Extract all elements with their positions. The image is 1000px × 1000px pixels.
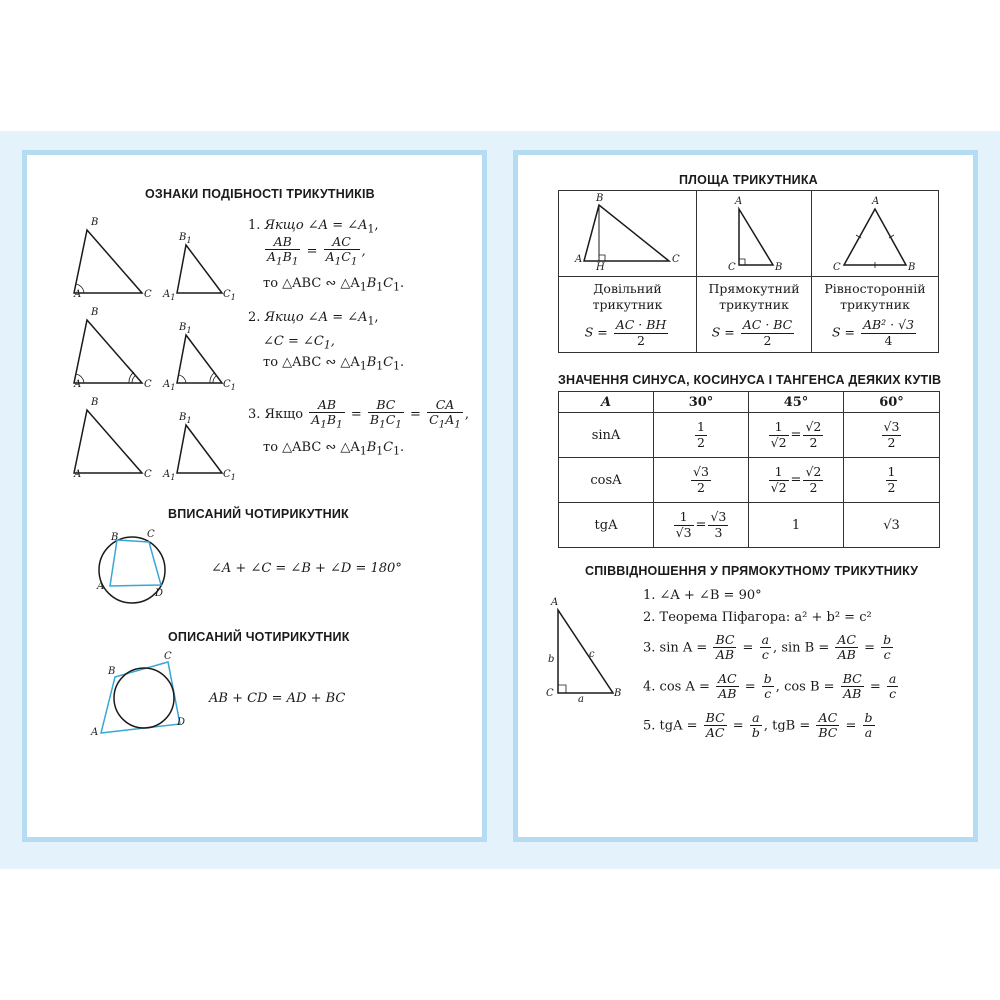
label-a: A (735, 196, 743, 207)
label-c: C (728, 262, 736, 273)
label-c: C (144, 469, 152, 480)
area-table (558, 190, 939, 353)
label-c: C (144, 289, 152, 300)
inscribed-title: ВПИСАНИЙ ЧОТИРИКУТНИК (168, 507, 349, 521)
rule-1-ratios: $\frac{AB}{A_1B_1}$ = $\frac{AC}{A_1C_1}$ , (267, 234, 366, 268)
trig-fn: tgA (594, 517, 618, 533)
rule-1-conclusion: то △ABC ∾ $\triangle A_1B_1C_1$. (263, 276, 405, 294)
relation-4: 4. cos A = $\frac{AC}{AB}$ = $\frac{b}{c}$ , cos B = $\frac{BC}{AB}$ = $\frac{a}{c}$ (643, 671, 897, 702)
label-c1: $C_1$ (223, 469, 236, 482)
trig-header: 60° (844, 392, 940, 413)
label-side-b: b (548, 654, 555, 665)
label-a: A (74, 379, 82, 390)
relation-2: 2. Теорема Піфагора: a² + b² = c² (643, 610, 872, 625)
label-c1: $C_1$ (223, 379, 236, 392)
area-figure-arbitrary (559, 191, 697, 277)
label-c: C (546, 688, 554, 699)
trig-fn: sinA (591, 427, 621, 443)
area-name: Прямокутний трикутник (708, 281, 800, 312)
inscribed-formula: ∠A + ∠C = ∠B + ∠D = 180° (211, 561, 402, 576)
label-a: A (575, 254, 583, 265)
label-b: B (614, 688, 622, 699)
label-b: B (775, 262, 783, 273)
label-c: C (672, 254, 680, 265)
rule-2-condition-c: ∠C = $\angle C_1$, (263, 334, 335, 352)
relation-5: 5. tgA = $\frac{BC}{AC}$ = $\frac{a}{b}$ , tgB = $\frac{AC}{BC}$ = $\frac{b}{a}$ (643, 710, 873, 741)
right-triangle-title: СПІВВІДНОШЕННЯ У ПРЯМОКУТНОМУ ТРИКУТНИКУ (585, 564, 919, 578)
label-b: B (908, 262, 916, 273)
label-c: C (833, 262, 841, 273)
circumscribed-formula: AB + CD = AD + BC (209, 691, 346, 706)
label-d: D (177, 717, 186, 728)
area-cell-right: Прямокутний трикутник S = $\frac{AC \cdot BC}{2}$ (697, 277, 812, 353)
trig-title: ЗНАЧЕННЯ СИНУСА, КОСИНУСА І ТАНГЕНСА ДЕЯКИХ КУТІВ (558, 373, 942, 387)
area-figure-right (697, 191, 812, 277)
similarity-title: ОЗНАКИ ПОДІБНОСТІ ТРИКУТНИКІВ (145, 187, 375, 201)
trig-header: 45° (749, 392, 844, 413)
relation-3: 3. sin A = $\frac{BC}{AB}$ = $\frac{a}{c}$ , sin B = $\frac{AC}{AB}$ = $\frac{b}{c}$ (643, 632, 892, 663)
rule-2-condition: 2. Якщо ∠A = $\angle A_1$, (248, 310, 379, 328)
rule-1-condition: 1. Якщо ∠A = $\angle A_1$, (248, 218, 379, 236)
label-b1: $B_1$ (179, 322, 192, 335)
table-row: cosA $\frac{√3}{2}$ $\frac{1}{√2}$ = $\frac{√2}{2}$ $\frac{1}{2}$ (559, 458, 940, 503)
label-a: A (74, 469, 82, 480)
label-side-c: c (589, 649, 595, 660)
label-a: A (551, 597, 559, 608)
right-page (513, 150, 978, 842)
label-a1: $A_1$ (163, 469, 176, 482)
table-row: tgA $\frac{1}{√3}$ = $\frac{√3}{3}$ 1 √3 (559, 503, 940, 548)
trig-header: 30° (654, 392, 749, 413)
label-b: B (596, 193, 604, 204)
left-page (22, 150, 487, 842)
label-a: A (91, 727, 99, 738)
label-h: H (596, 262, 605, 273)
label-a: A (74, 289, 82, 300)
relation-1: 1. ∠A + ∠B = 90° (643, 588, 762, 603)
label-a: A (872, 196, 880, 207)
label-a: A (97, 581, 105, 592)
label-d: D (155, 588, 164, 599)
rule-3-conclusion: то △ABC ∾ $\triangle A_1B_1C_1$. (263, 440, 405, 458)
label-a1: $A_1$ (163, 289, 176, 302)
label-c: C (144, 379, 152, 390)
area-title: ПЛОЩА ТРИКУТНИКА (679, 173, 818, 187)
label-b1: $B_1$ (179, 412, 192, 425)
label-side-a: a (578, 694, 584, 705)
label-a1: $A_1$ (163, 379, 176, 392)
trig-header: A (559, 392, 654, 413)
label-c: C (147, 529, 155, 540)
label-b: B (91, 397, 99, 408)
rule-2-conclusion: то △ABC ∾ $\triangle A_1B_1C_1$. (263, 355, 405, 373)
label-b1: $B_1$ (179, 232, 192, 245)
area-figure-equilateral (812, 191, 939, 277)
area-cell-equilateral: Рівносторонній трикутник S = $\frac{\text{AB² · √3}}{4}$ (812, 277, 939, 353)
area-cell-arbitrary: Довільний трикутник S = $\frac{AC \cdot BH}{2}$ (559, 277, 697, 353)
label-b: B (111, 532, 119, 543)
area-name: Довільний трикутник (592, 281, 663, 312)
trig-table (558, 391, 940, 548)
label-c: C (164, 651, 172, 662)
label-c1: $C_1$ (223, 289, 236, 302)
label-b: B (91, 217, 99, 228)
label-b: B (108, 666, 116, 677)
rule-3-condition: 3. Якщо $\frac{AB}{A_1B_1}$ = $\frac{BC}{B_1C_1}$ = $\frac{CA}{C_1A_1}$ , (248, 397, 470, 431)
circumscribed-title: ОПИСАНИЙ ЧОТИРИКУТНИК (168, 630, 350, 644)
table-row: sinA $\frac{1}{2}$ $\frac{1}{√2}$ = $\frac{√2}{2}$ $\frac{√3}{2}$ (559, 413, 940, 458)
trig-fn: cosA (590, 472, 622, 488)
label-b: B (91, 307, 99, 318)
area-name: Рівносторонній трикутник (824, 281, 926, 312)
